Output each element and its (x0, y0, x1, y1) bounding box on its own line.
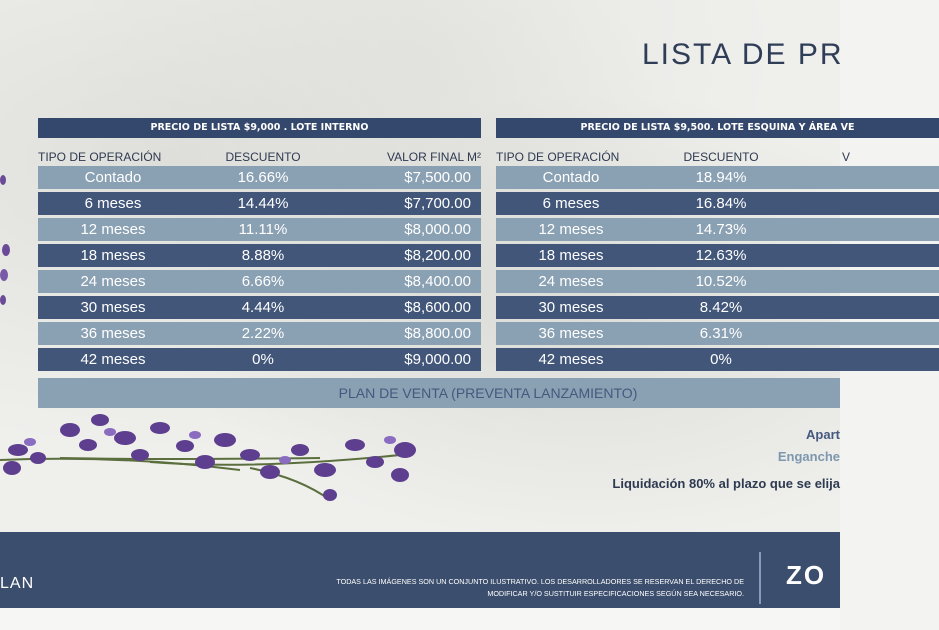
cell-discount: 14.44% (237, 195, 289, 212)
table-row (38, 296, 481, 319)
cell-term: 30 meses (538, 299, 604, 316)
cell-term: Contado (84, 169, 142, 186)
cell-term: 6 meses (542, 195, 600, 212)
cell-term: 6 meses (84, 195, 142, 212)
cell-term: Contado (542, 169, 600, 186)
table-row (38, 244, 481, 267)
cell-discount: 2.22% (241, 325, 285, 342)
cell-term: 30 meses (80, 299, 146, 316)
table-row (38, 322, 481, 345)
cell-discount: 16.84% (695, 195, 747, 212)
cell-term: 36 meses (80, 325, 146, 342)
col-final-value: V (842, 150, 851, 164)
table-header: PRECIO DE LISTA $9,000 . LOTE INTERNO (38, 118, 481, 138)
table-row (496, 244, 939, 267)
cell-discount: 6.31% (699, 325, 743, 342)
table-row (38, 270, 481, 293)
cell-term: 12 meses (538, 221, 604, 238)
lavender-decoration-icon (0, 400, 440, 520)
table-row (38, 348, 481, 371)
cell-term: 24 meses (80, 273, 146, 290)
cell-discount: 12.63% (695, 247, 747, 264)
table-row (496, 192, 939, 215)
cell-term: 42 meses (538, 351, 604, 368)
cell-discount: 14.73% (695, 221, 747, 238)
sales-plan-title: PLAN DE VENTA (PREVENTA LANZAMIENTO) (338, 385, 638, 401)
legal-line-2: MODIFICAR Y/O SUSTITUIR ESPECIFICACIONES SEGÚN SEA NECESARIO. (487, 589, 744, 598)
cell-discount: 16.66% (237, 169, 289, 186)
column-headers (496, 138, 939, 164)
cell-discount: 0% (710, 351, 732, 368)
cell-discount: 0% (252, 351, 274, 368)
table-row (38, 192, 481, 215)
cell-term: 36 meses (538, 325, 604, 342)
cell-discount: 11.11% (238, 221, 288, 238)
legal-line-1: TODAS LAS IMÁGENES SON UN CONJUNTO ILUSTRATIVO. LOS DESARROLLADORES SE RESERVAN EL DERECHO DE (336, 577, 744, 586)
cell-discount: 18.94% (695, 169, 747, 186)
price-table-interior-lot (38, 118, 481, 374)
cell-value: $9,000.00 (404, 351, 471, 368)
table-row (496, 296, 939, 319)
cell-value: $8,600.00 (404, 299, 471, 316)
table-row (496, 348, 939, 371)
cell-term: 24 meses (538, 273, 604, 290)
col-discount: DESCUENTO (225, 150, 301, 164)
cell-term: 12 meses (80, 221, 146, 238)
liquidacion-text: Liquidación 80% al plazo que se elija (612, 476, 840, 491)
price-table-corner-lot (496, 118, 855, 374)
footer-brand-text: LAN (0, 575, 35, 592)
cell-value: $8,000.00 (404, 221, 471, 238)
table-row (496, 218, 939, 241)
lavender-edge-icon (0, 160, 14, 360)
cell-term: 18 meses (80, 247, 146, 264)
cell-value: $8,800.00 (404, 325, 471, 342)
cell-value: $8,400.00 (404, 273, 471, 290)
cell-discount: 10.52% (695, 273, 747, 290)
cell-discount: 8.88% (241, 247, 285, 264)
cell-discount: 8.42% (699, 299, 743, 316)
bottom-strip (0, 608, 840, 630)
column-headers (38, 138, 481, 164)
cell-value: $7,700.00 (404, 195, 471, 212)
cell-discount: 6.66% (241, 273, 285, 290)
table-row (38, 218, 481, 241)
cell-value: $8,200.00 (404, 247, 471, 264)
footer-bar (0, 532, 840, 608)
table-row (38, 166, 481, 189)
table-header: PRECIO DE LISTA $9,500. LOTE ESQUINA Y ÁREA VE (496, 118, 939, 138)
col-operation: TIPO DE OPERACIÓN (38, 150, 162, 164)
col-final-value: VALOR FINAL M² (386, 150, 481, 164)
enganche-text: Enganche (777, 449, 840, 464)
table-row (496, 166, 939, 189)
apartado-text: Apart (806, 427, 840, 442)
cell-term: 18 meses (538, 247, 604, 264)
table-row (496, 322, 939, 345)
cell-discount: 4.44% (241, 299, 285, 316)
cell-term: 42 meses (80, 351, 146, 368)
col-discount: DESCUENTO (683, 150, 759, 164)
page-title: LISTA DE PR (642, 38, 844, 71)
cell-value: $7,500.00 (404, 169, 471, 186)
table-row (496, 270, 939, 293)
logo: ZO (786, 560, 827, 590)
footer-divider (759, 552, 761, 604)
col-operation: TIPO DE OPERACIÓN (496, 150, 620, 164)
legal-disclaimer (224, 576, 744, 600)
